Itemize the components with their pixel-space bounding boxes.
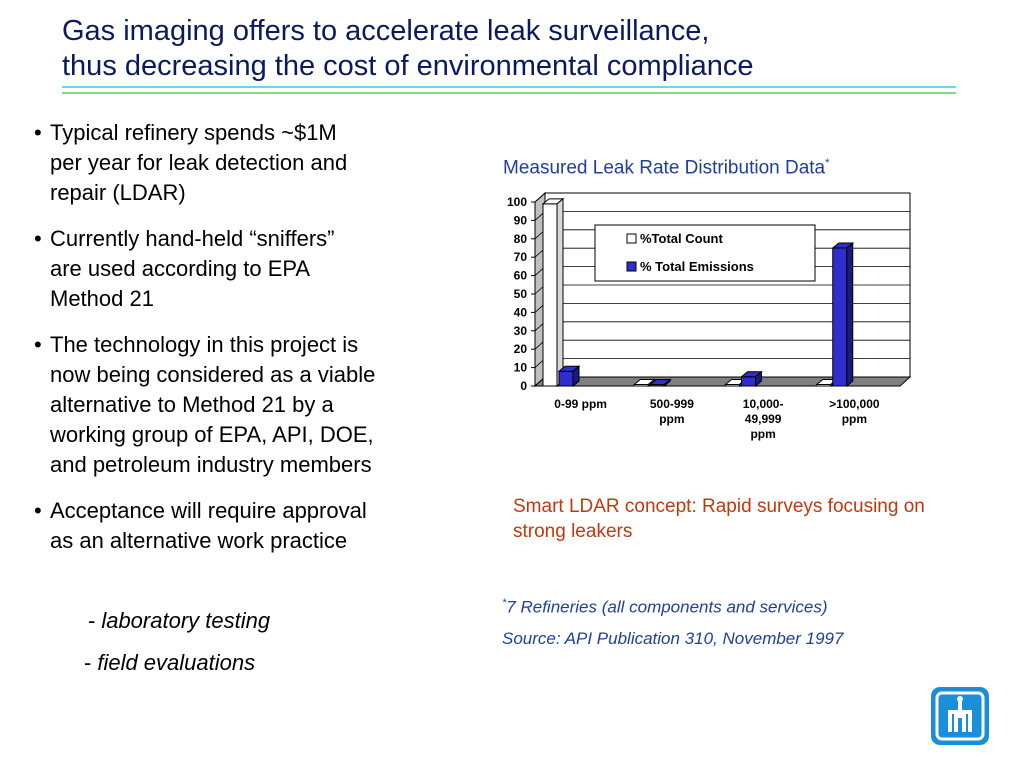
footnote-line-1: 7 Refineries (all components and services) [506, 597, 828, 617]
bullet-item [34, 118, 484, 208]
legend-swatch [627, 262, 636, 271]
sub-item-laboratory-testing [88, 606, 270, 636]
chart-heading-text: Measured Leak Rate Distribution Data [503, 157, 826, 179]
y-tick-label: 80 [513, 231, 527, 246]
bar-total-emissions [742, 377, 756, 386]
y-tick-label: 10 [513, 360, 527, 375]
sub-item-text: field evaluations [97, 650, 256, 675]
bullet-line: Acceptance will require approval [50, 498, 367, 523]
y-tick-label: 30 [513, 323, 527, 338]
legend-label: % Total Emissions [640, 259, 754, 274]
bullet-line: are used according to EPA [50, 256, 311, 281]
y-tick-label: 20 [513, 342, 527, 357]
x-tick-label: 10,000- [742, 397, 784, 411]
y-tick-label: 60 [513, 268, 527, 283]
sub-item-dash: - [84, 650, 92, 675]
bullet-line: Currently hand-held “sniffers” [50, 226, 335, 251]
slide-title [62, 14, 962, 84]
y-tick-label: 0 [520, 379, 527, 393]
sub-item-field-evaluations [84, 648, 255, 678]
footnote-line-2: Source: API Publication 310, November 1997 [502, 628, 844, 648]
bullet-line: and petroleum industry members [50, 452, 372, 477]
title-line-1: Gas imaging offers to accelerate leak surveillance, [62, 15, 710, 47]
sandia-logo-icon [930, 686, 990, 746]
bar-total-emissions-side [847, 243, 853, 386]
smart-ldar-note: Smart LDAR concept: Rapid surveys focusing on strong leakers [513, 496, 925, 542]
x-tick-label: ppm [750, 427, 776, 441]
legend-label: %Total Count [640, 231, 723, 246]
bullet-line: Typical refinery spends ~$1M [50, 120, 337, 145]
bullet-dot: • [34, 332, 42, 357]
y-tick-label: 100 [506, 195, 527, 209]
footnote-marker: * [502, 597, 507, 609]
bullet-line: The technology in this project is [50, 332, 359, 357]
bullet-line: Method 21 [50, 286, 154, 311]
chart-floor [535, 377, 910, 386]
bullet-list [34, 118, 484, 572]
bullet-item [34, 330, 484, 480]
x-tick-label: 500-999 [649, 397, 694, 411]
bullet-line: per year for leak detection and [50, 150, 348, 175]
bar-total-count [543, 204, 557, 386]
bullet-line: now being considered as a viable [50, 362, 376, 387]
x-tick-label: 49,999 [744, 412, 782, 426]
sub-item-dash: - [88, 608, 96, 633]
bullet-line: repair (LDAR) [50, 180, 186, 205]
y-tick-label: 70 [513, 250, 527, 265]
title-rule-green [62, 92, 956, 94]
sub-item-text: laboratory testing [101, 608, 271, 633]
x-tick-label: ppm [841, 412, 868, 426]
x-tick-label: 0-99 ppm [554, 397, 607, 411]
y-tick-label: 50 [513, 287, 527, 301]
x-tick-label: >100,000 [829, 397, 880, 411]
title-rule-cyan [62, 86, 956, 88]
bar-total-count-side [557, 199, 563, 386]
bar-total-emissions [559, 371, 573, 386]
y-tick-label: 40 [513, 305, 527, 320]
x-tick-label: ppm [659, 412, 685, 426]
bullet-item [34, 224, 484, 314]
footnote [502, 588, 843, 654]
chart-heading [503, 157, 829, 179]
legend-swatch [627, 234, 636, 243]
bullet-dot: • [34, 120, 42, 145]
chart-heading-marker: * [825, 157, 830, 169]
bullet-dot: • [34, 226, 42, 251]
bullet-line: alternative to Method 21 by a [50, 392, 334, 417]
bullet-line: working group of EPA, API, DOE, [50, 422, 374, 447]
y-tick-label: 90 [513, 213, 527, 228]
bullet-line: as an alternative work practice [50, 528, 348, 553]
leak-rate-bar-chart [480, 188, 920, 458]
title-line-2: thus decreasing the cost of environmental compliance [62, 50, 754, 82]
bullet-dot: • [34, 498, 42, 523]
bullet-item [34, 496, 484, 556]
bar-total-emissions [833, 248, 847, 386]
